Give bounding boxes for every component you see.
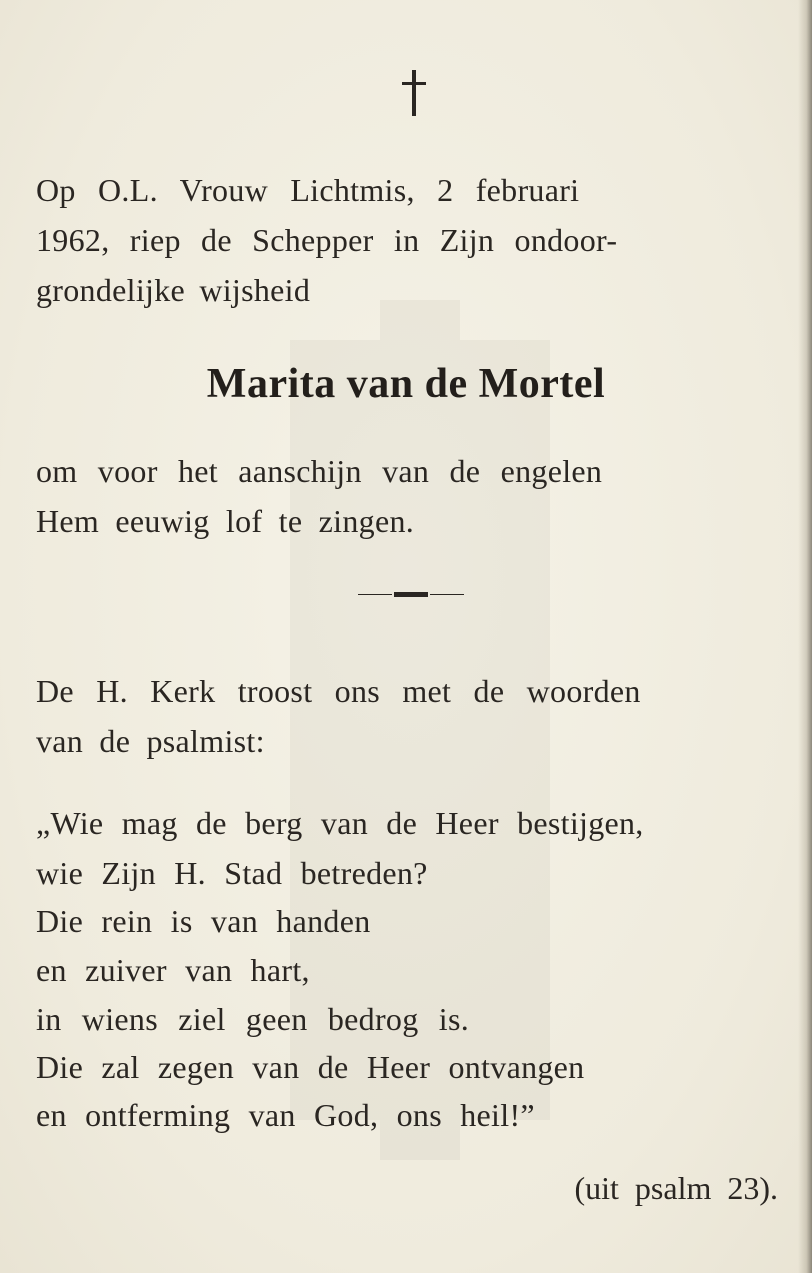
church-intro-line-2: van de psalmist:	[36, 723, 265, 759]
psalm-reference: (uit psalm 23).	[574, 1170, 778, 1206]
psalm-line-2: wie Zijn H. Stad betreden?	[36, 855, 428, 891]
psalm-line-6: Die zal zegen van de Heer ontvangen	[36, 1049, 585, 1085]
after-name-line-1: om voor het aanschijn van de engelen	[36, 453, 603, 489]
psalm-line-4: en zuiver van hart,	[36, 952, 310, 988]
card-edge-shadow	[798, 0, 812, 1273]
psalm-line-5: in wiens ziel geen bedrog is.	[36, 1001, 470, 1037]
after-name-line-2: Hem eeuwig lof te zingen.	[36, 503, 415, 539]
psalm-line-1: „Wie mag de berg van de Heer bestijgen,	[36, 805, 644, 841]
latin-cross-icon	[400, 70, 428, 116]
deceased-name: Marita van de Mortel	[206, 361, 606, 407]
psalm-line-7: en ontferming van God, ons heil!”	[36, 1097, 535, 1133]
intro-line-3: grondelijke wijsheid	[36, 272, 311, 308]
church-intro-line-1: De H. Kerk troost ons met de woorden	[36, 673, 641, 709]
intro-line-2: 1962, riep de Schepper in Zijn ondoor-	[36, 222, 618, 258]
intro-line-1: Op O.L. Vrouw Lichtmis, 2 februari	[36, 172, 580, 208]
psalm-line-3: Die rein is van handen	[36, 903, 371, 939]
ornamental-divider	[358, 592, 464, 598]
